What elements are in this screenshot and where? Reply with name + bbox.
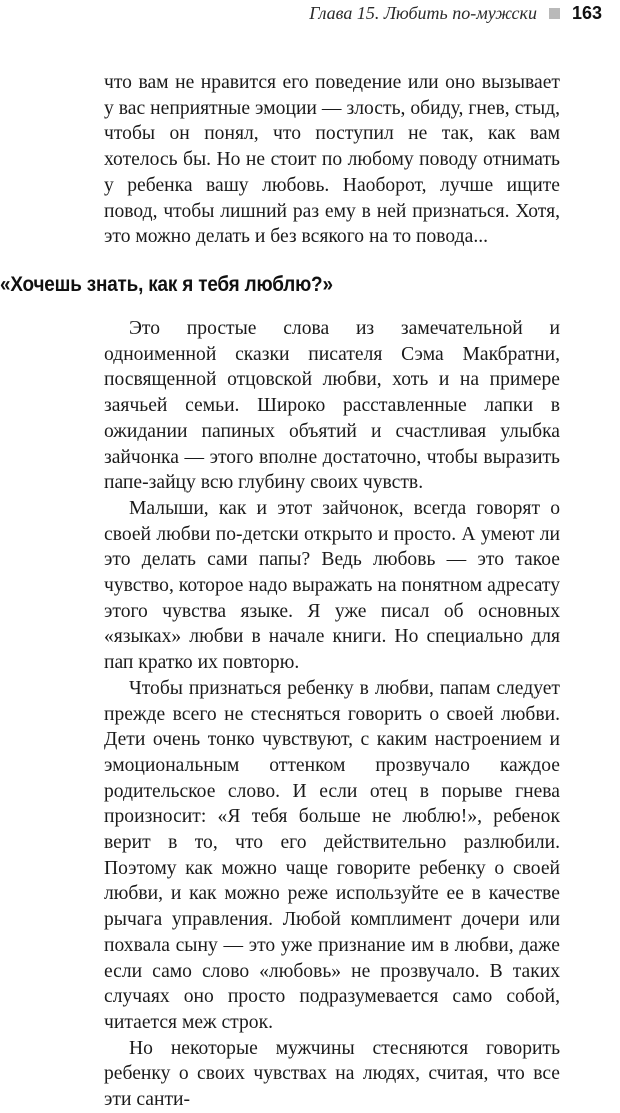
- paragraph: Но некоторые мужчины стесняются говорить ребенку о своих чувствах на людях, считая, что все эти санти-: [104, 1037, 560, 1111]
- paragraph: Это простые слова из замечательной и одноименной сказки писателя Сэма Макбратни, посвященной отцовской любви, хоть и на примере заячьей семьи. Широко расставленные лапки в ожидании папиных объятий и счастливая улыбка зайчонка — этого вполне достаточно, чтобы выразить папе-зайцу всю глубину своих чувств.: [104, 318, 560, 494]
- chapter-title: Глава 15. Любить по-мужски: [309, 2, 537, 23]
- page-number: 163: [571, 2, 602, 23]
- paragraph: что вам не нравится его поведение или оно вызывает у вас неприятные эмоции — злость, обиду, гнев, стыд, чтобы он понял, что поступил не так, как вам хотелось бы. Но не стоит по любому поводу отнимать у ребенка вашу любовь. Наоборот, лучше ищите повод, чтобы лишний раз ему в ней признаться. Хотя, это можно делать и без всякого на то повода...: [104, 72, 560, 248]
- paragraph: Малыши, как и этот зайчонок, всегда говорят о своей любви по-детски открыто и просто. А умеют ли это делать сами папы? Ведь любовь — это такое чувство, которое надо выражать на понятном адресату этого чувства языке. Я уже писал об основных «языках» любви в начале книги. Но специально для пап кратко их повторю.: [104, 497, 560, 674]
- lead-text: [104, 70, 560, 250]
- square-marker-icon: [549, 8, 560, 19]
- running-head: [309, 0, 602, 26]
- section-heading: «Хочешь знать, как я тебя люблю?»: [0, 272, 333, 296]
- paragraph: Чтобы признаться ребенку в любви, папам следует прежде всего не стесняться говорить о своей любви. Дети очень тонко чувствуют, с каким настроением и эмоциональным оттенком прозвучало каждое родительское слово. И если отец в порыве гнева произносит: «Я тебя больше не люблю!», ребенок верит в то, что его действительно разлюбили. Поэтому как можно чаще говорите ребенку о своей любви, и как можно реже используйте ее в качестве рычага управления. Любой комплимент дочери или похвала сыну — это уже признание им в любви, даже если само слово «любовь» не прозвучало. В таких случаях оно просто подразумевается само собой, читается меж строк.: [104, 677, 560, 1033]
- section-body: [104, 316, 560, 1113]
